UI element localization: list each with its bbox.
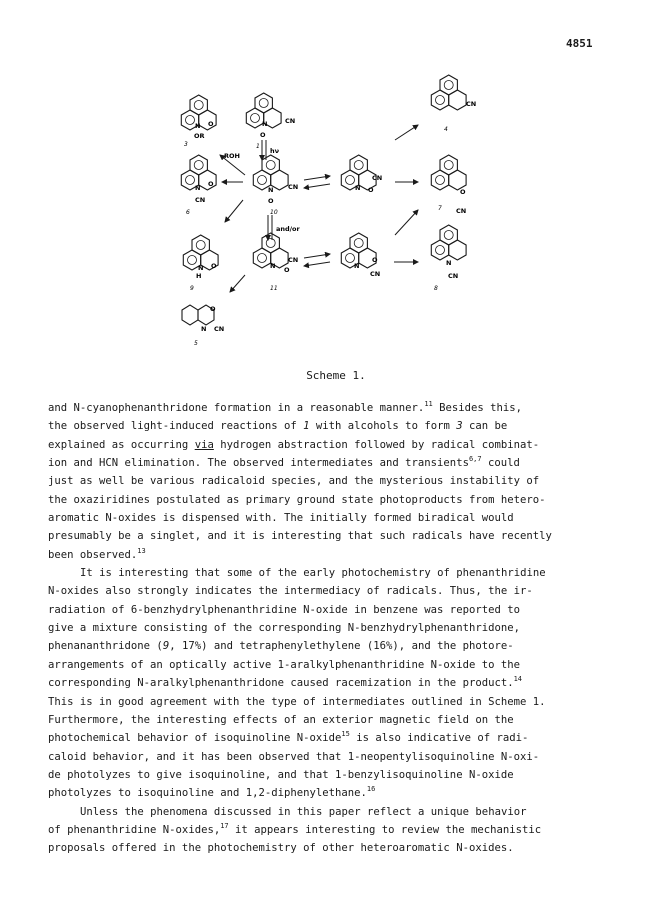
compound-number-11: 11: [270, 285, 278, 292]
svg-text:N: N: [262, 120, 268, 128]
body-text: [48, 399, 628, 858]
text-line: [48, 601, 628, 619]
text-line: [48, 454, 628, 472]
c4-substituent: CN: [466, 100, 477, 108]
footnote-ref: 13: [137, 546, 146, 555]
compound-number-1: 1: [256, 143, 260, 150]
svg-text:O: O: [260, 131, 266, 139]
text-line: [48, 436, 628, 454]
compound-number-10: 10: [270, 209, 278, 216]
svg-text:O: O: [372, 256, 378, 264]
compound-11: [253, 233, 298, 292]
text-run: and N-cyanophenanthridone formation in a reasonable manner.: [48, 402, 425, 414]
c8-substituent: CN: [448, 272, 459, 280]
text-run: been observed.: [48, 548, 138, 561]
text-line: [48, 564, 628, 582]
text-run: de photolyzes to give isoquinoline, and that 1-benzylisoquinoline N-oxide: [48, 768, 514, 781]
text-run: corresponding N-aralkylphenanthridone caused racemization in the product.: [48, 677, 514, 690]
c5-substituent: CN: [214, 325, 225, 333]
text-run: , 17%) and tetraphenylethylene (16%), and the photore-: [169, 640, 514, 653]
text-run: the oxaziridines postulated as primary ground state photoproducts from hetero-: [48, 493, 546, 506]
text-run: the observed light-induced reactions of: [48, 420, 304, 433]
text-run: phenananthridone (: [48, 640, 163, 653]
text-line: [48, 417, 628, 435]
svg-text:O: O: [460, 188, 466, 196]
text-run: it appears interesting to review the mechanistic: [228, 823, 542, 836]
svg-text:O: O: [208, 180, 214, 188]
compound-6: [181, 155, 216, 216]
hv-label: hν: [270, 147, 280, 155]
text-line: [48, 839, 628, 857]
compound-number-7: 7: [438, 205, 442, 212]
footnote-ref: 6,7: [468, 455, 482, 464]
text-line: [48, 619, 628, 637]
text-line: [48, 821, 628, 839]
text-run: could: [481, 457, 520, 470]
c11-substituent: CN: [288, 256, 299, 264]
svg-text:O: O: [210, 305, 216, 313]
compound-ref: 1: [303, 420, 310, 433]
text-run: N-oxides also strongly indicates the intermediacy of radicals. Thus, the ir-: [48, 585, 533, 598]
c7-substituent: CN: [456, 207, 467, 215]
compound-number-4: 4: [444, 126, 448, 133]
compound-8: [431, 225, 466, 292]
compound-number-8: 8: [434, 285, 438, 292]
text-run: presumably be a singlet, and it is interesting that such radicals have recently: [48, 530, 552, 543]
text-run: photolyzes to isoquinoline and 1,2-diphenylethane.: [48, 787, 367, 800]
roh-label: ROH: [224, 152, 240, 160]
svg-text:N: N: [446, 259, 452, 267]
text-run: It is interesting that some of the early photochemistry of phenanthridine: [80, 567, 546, 580]
text-line: [48, 472, 628, 490]
compound-9: [183, 235, 218, 292]
text-run: with alcohols to form: [309, 420, 457, 433]
text-line: [48, 784, 628, 802]
text-line: [48, 546, 628, 564]
text-line: [48, 656, 628, 674]
text-run: is also indicative of radi-: [349, 732, 529, 745]
compound-number-9: 9: [190, 285, 194, 292]
underlined-word: via: [194, 438, 214, 451]
footnote-ref: 14: [513, 675, 523, 684]
text-line: [48, 527, 628, 545]
intermediate-radical-1: [341, 155, 382, 194]
svg-text:N: N: [195, 184, 201, 192]
compound-number-5: 5: [194, 340, 198, 347]
c6-substituent: CN: [195, 196, 206, 204]
compound-ref: 3: [456, 420, 463, 433]
svg-text:CN: CN: [372, 174, 383, 182]
text-run: Unless the phenomena discussed in this paper reflect a unique behavior: [80, 805, 527, 818]
reaction-scheme: [0, 0, 672, 380]
text-line: [48, 637, 628, 655]
svg-text:CN: CN: [370, 270, 381, 278]
footnote-ref: 15: [341, 730, 350, 739]
text-run: hydrogen abstraction followed by radical combinat-: [213, 438, 540, 451]
text-run: aromatic N-oxides is dispensed with. The initially formed biradical would: [48, 512, 514, 525]
text-run: give a mixture consisting of the corresponding N-benzhydrylphenanthridone,: [48, 622, 520, 635]
reaction-arrows: [220, 125, 418, 292]
text-line: [48, 748, 628, 766]
scheme-caption: Scheme 1.: [306, 369, 366, 382]
text-run: radiation of 6-benzhydrylphenanthridine N-oxide in benzene was reported to: [48, 603, 520, 616]
svg-text:O: O: [284, 266, 290, 274]
compound-5: [182, 305, 224, 347]
footnote-ref: 17: [220, 821, 229, 830]
compound-number-6: 6: [186, 209, 190, 216]
svg-text:N: N: [268, 186, 274, 194]
text-line: [48, 693, 628, 711]
footnote-ref: 16: [366, 785, 376, 794]
svg-text:N: N: [195, 122, 201, 130]
text-line: [48, 766, 628, 784]
text-run: Besides this,: [432, 402, 523, 414]
text-line: [48, 491, 628, 509]
svg-text:O: O: [268, 197, 274, 205]
svg-text:H: H: [196, 272, 202, 280]
text-run: proposals offered in the photochemistry of other heteroaromatic N-oxides.: [48, 842, 514, 855]
compound-3: [181, 95, 216, 148]
text-line: [48, 509, 628, 527]
compound-10: [253, 155, 298, 216]
text-line: [48, 711, 628, 729]
text-line: [48, 803, 628, 821]
text-run: caloid behavior, and it has been observed that 1-neopentylisoquinoline N-oxi-: [48, 750, 540, 763]
svg-text:N: N: [354, 262, 360, 270]
text-run: just as well be various radicaloid species, and the mysterious instability of: [48, 475, 540, 488]
text-run: This is in good agreement with the type of intermediates outlined in Scheme 1.: [48, 695, 546, 708]
text-run: explained as occurring: [48, 438, 195, 451]
text-run: of phenanthridine N-oxides,: [48, 823, 221, 836]
text-run: Furthermore, the interesting effects of an exterior magnetic field on the: [48, 713, 514, 726]
text-line: [48, 729, 628, 747]
footnote-ref: 11: [424, 400, 433, 408]
text-run: ion and HCN elimination. The observed intermediates and transients: [48, 457, 469, 470]
c10-substituent: CN: [288, 183, 299, 191]
page-number: 4851: [566, 37, 593, 50]
svg-text:O: O: [211, 262, 217, 270]
compound-ref: 9: [162, 640, 170, 653]
c1-substituent: CN: [285, 117, 296, 125]
text-line: [48, 674, 628, 692]
text-line: [48, 399, 628, 417]
svg-text:N: N: [198, 264, 204, 272]
text-line: [48, 582, 628, 600]
text-run: photochemical behavior of isoquinoline N-oxide: [48, 732, 342, 745]
svg-text:O: O: [368, 186, 374, 194]
text-run: can be: [462, 420, 508, 433]
text-run: arrangements of an optically active 1-aralkylphenanthridine N-oxide to the: [48, 658, 520, 671]
svg-text:N: N: [270, 262, 276, 270]
intermediate-radical-2: [341, 233, 380, 278]
carbonyl-label: O: [208, 120, 214, 128]
compound-4: [431, 75, 476, 133]
compound-1: [246, 93, 295, 150]
andor-label: and/or: [276, 225, 300, 233]
c3-substituent: OR: [194, 132, 205, 140]
compound-number-3: 3: [184, 141, 188, 148]
compound-7: [431, 155, 466, 215]
svg-text:N: N: [201, 325, 207, 333]
svg-text:N: N: [355, 184, 361, 192]
